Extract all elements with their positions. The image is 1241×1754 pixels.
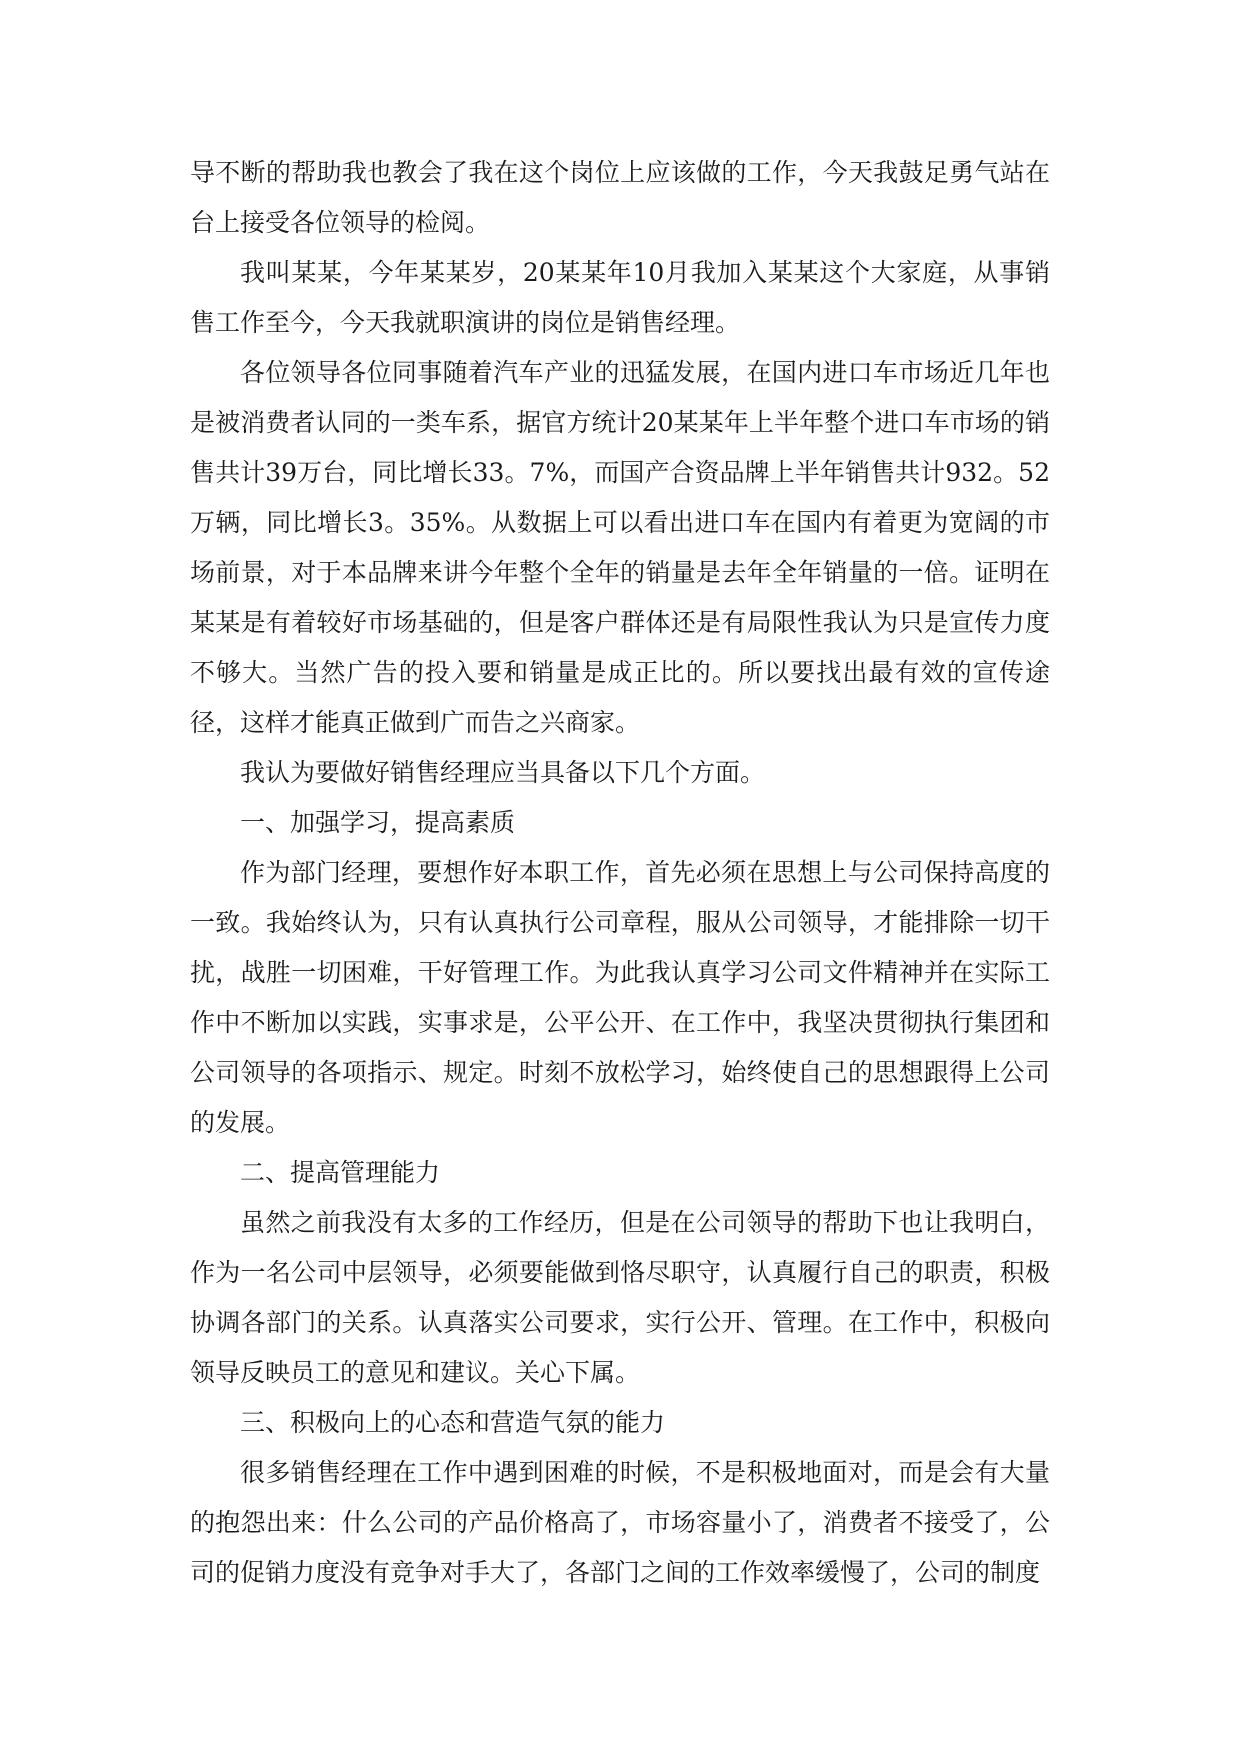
section-heading-3: 三、积极向上的心态和营造气氛的能力: [240, 1408, 666, 1437]
section-heading-1: 一、加强学习，提高素质: [240, 808, 516, 837]
paragraph-continuation: 导不断的帮助我也教会了我在这个岗位上应该做的工作，今天我鼓足勇气站在台上接受各位领导的检阅。: [190, 158, 1050, 237]
paragraph-section-1: 作为部门经理，要想作好本职工作，首先必须在思想上与公司保持高度的一致。我始终认为，只有认真执行公司章程，服从公司领导，才能排除一切干扰，战胜一切困难，干好管理工作。为此我认真学习公司文件精神并在实际工作中不断加以实践，实事求是，公平公开、在工作中，我坚决贯彻执行集团和公司领导的各项指示、规定。时刻不放松学习，始终使自己的思想跟得上公司的发展。: [190, 858, 1050, 1137]
document-page: [190, 148, 1050, 1598]
section-heading-2: 二、提高管理能力: [240, 1158, 441, 1187]
paragraph-self-introduction: 我叫某某，今年某某岁，20某某年10月我加入某某这个大家庭，从事销售工作至今，今天我就职演讲的岗位是销售经理。: [190, 258, 1050, 337]
paragraph-section-3: 很多销售经理在工作中遇到困难的时候，不是积极地面对，而是会有大量的抱怨出来：什么公司的产品价格高了，市场容量小了，消费者不接受了，公司的促销力度没有竞争对手大了，各部门之间的工作效率缓慢了，公司的制度: [190, 1458, 1050, 1587]
paragraph-market-analysis: 各位领导各位同事随着汽车产业的迅猛发展，在国内进口车市场近几年也是被消费者认同的一类车系，据官方统计20某某年上半年整个进口车市场的销售共计39万台，同比增长33。7%，而国产合资品牌上半年销售共计932。52万辆，同比增长3。35%。从数据上可以看出进口车在国内有着更为宽阔的市场前景，对于本品牌来讲今年整个全年的销量是去年全年销量的一倍。证明在某某是有着较好市场基础的，但是客户群体还是有局限性我认为只是宣传力度不够大。当然广告的投入要和销量是成正比的。所以要找出最有效的宣传途径，这样才能真正做到广而告之兴商家。: [190, 358, 1050, 737]
paragraph-requirements-intro: 我认为要做好销售经理应当具备以下几个方面。: [240, 758, 766, 787]
paragraph-section-2: 虽然之前我没有太多的工作经历，但是在公司领导的帮助下也让我明白，作为一名公司中层领导，必须要能做到恪尽职守，认真履行自己的职责，积极协调各部门的关系。认真落实公司要求，实行公开、管理。在工作中，积极向领导反映员工的意见和建议。关心下属。: [190, 1208, 1050, 1387]
